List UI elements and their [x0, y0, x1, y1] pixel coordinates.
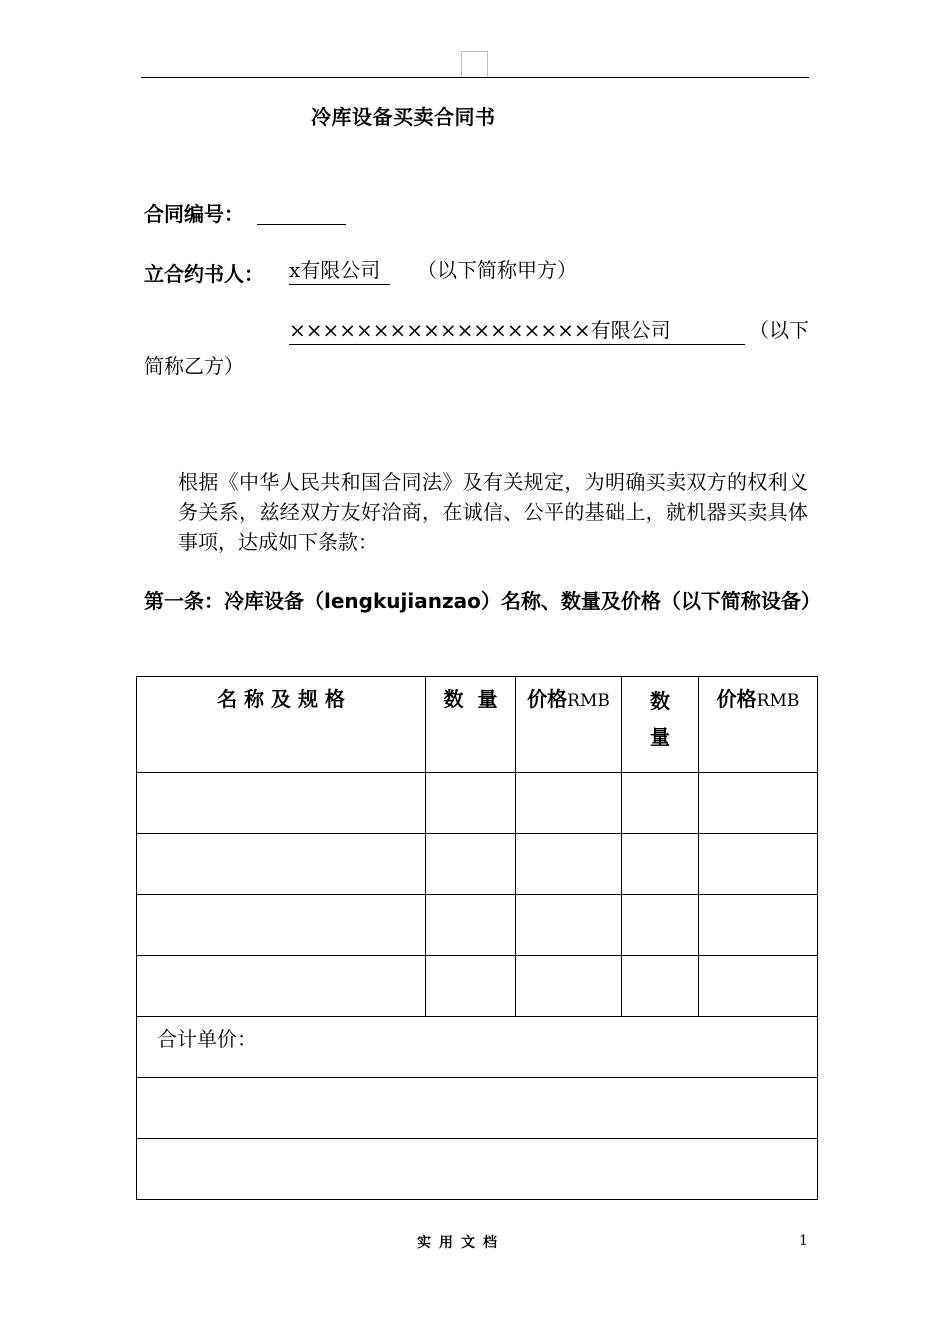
col-header-name: 名 称 及 规 格: [137, 677, 426, 773]
contract-number-blank: [257, 224, 346, 225]
page-number: 1: [799, 1233, 808, 1249]
table-row: [137, 895, 818, 956]
party-label: 立合约书人：: [144, 262, 264, 286]
table-cell: [426, 895, 516, 956]
document-title: 冷库设备买卖合同书: [311, 105, 496, 129]
table-cell: [622, 773, 699, 834]
col-header-quantity-2: 数 量: [622, 677, 699, 773]
intro-paragraph: 根据《中华人民共和国合同法》及有关规定，为明确买卖双方的权利义务关系，兹经双方友好洽商，在诚信、公平的基础上，就机器买卖具体事项，达成如下条款：: [178, 470, 808, 554]
table-cell: [699, 773, 818, 834]
table-cell: [137, 834, 426, 895]
table-cell: [699, 956, 818, 1017]
party-a-name: x有限公司: [289, 256, 390, 285]
table-row: [137, 956, 818, 1017]
table-row: [137, 1078, 818, 1139]
col-header-quantity: 数 量: [426, 677, 516, 773]
table-cell: [137, 956, 426, 1017]
table-cell: [426, 956, 516, 1017]
table-header-row: [137, 677, 818, 773]
article-1-heading: 第一条：冷库设备（lengkujianzao）名称、数量及价格（以下简称设备）: [144, 589, 821, 613]
table-row: [137, 1139, 818, 1200]
table-cell: [137, 773, 426, 834]
table-cell: [622, 834, 699, 895]
party-a-suffix: （以下简称甲方）: [417, 258, 577, 282]
party-b-suffix: （以下: [749, 318, 809, 342]
table-cell: [516, 834, 622, 895]
total-row: [137, 1017, 818, 1078]
contract-number-label: 合同编号：: [144, 202, 244, 226]
footer-text: 实用文档: [417, 1235, 505, 1251]
table-cell: [137, 1139, 818, 1200]
table-cell: [699, 834, 818, 895]
table-cell: [516, 773, 622, 834]
table-cell: [699, 895, 818, 956]
party-b-name: ××××××××××××××××××有限公司: [289, 316, 745, 345]
table-cell: [137, 1078, 818, 1139]
table-row: [137, 834, 818, 895]
party-b-suffix-continued: 简称乙方）: [144, 354, 244, 378]
table-cell: [622, 956, 699, 1017]
total-price-cell: [137, 1017, 818, 1078]
table-row: [137, 773, 818, 834]
equipment-table: [136, 676, 818, 1200]
table-cell: [516, 956, 622, 1017]
col-header-price-2: 价格RMB: [699, 677, 818, 773]
table-cell: [137, 895, 426, 956]
header-rule: [141, 77, 809, 78]
table-cell: [426, 834, 516, 895]
table-cell: [516, 895, 622, 956]
table-cell: [622, 895, 699, 956]
header-page-marker: [461, 51, 488, 77]
table-cell: [426, 773, 516, 834]
col-header-price: 价格RMB: [516, 677, 622, 773]
total-price-label: 合计单价：: [157, 1027, 257, 1051]
